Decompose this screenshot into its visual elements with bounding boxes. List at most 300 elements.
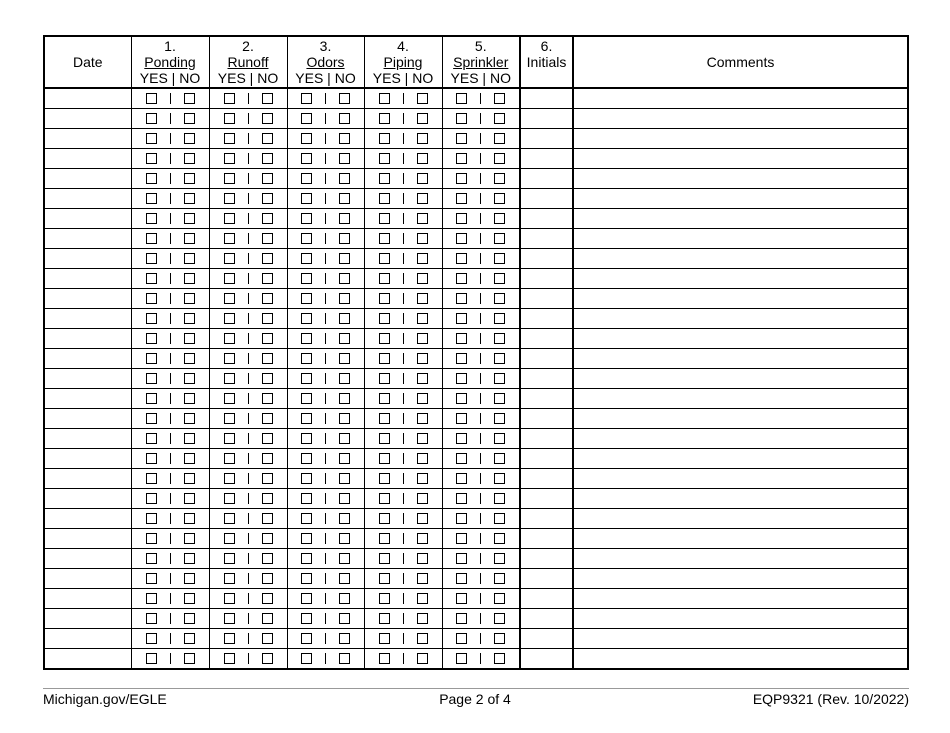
comments-cell[interactable] (573, 269, 908, 289)
sprinkler-yes-checkbox[interactable] (456, 133, 467, 144)
initials-cell[interactable] (520, 169, 573, 189)
initials-cell[interactable] (520, 589, 573, 609)
comments-cell[interactable] (573, 409, 908, 429)
ponding-yes-checkbox[interactable] (146, 133, 157, 144)
ponding-yes-checkbox[interactable] (146, 593, 157, 604)
ponding-yes-checkbox[interactable] (146, 553, 157, 564)
sprinkler-no-checkbox[interactable] (494, 493, 505, 504)
odors-yes-checkbox[interactable] (301, 313, 312, 324)
ponding-no-checkbox[interactable] (184, 633, 195, 644)
runoff-yes-checkbox[interactable] (224, 113, 235, 124)
odors-no-checkbox[interactable] (339, 153, 350, 164)
runoff-yes-checkbox[interactable] (224, 453, 235, 464)
runoff-yes-checkbox[interactable] (224, 133, 235, 144)
sprinkler-no-checkbox[interactable] (494, 313, 505, 324)
date-cell[interactable] (44, 189, 131, 209)
runoff-yes-checkbox[interactable] (224, 193, 235, 204)
odors-no-checkbox[interactable] (339, 93, 350, 104)
sprinkler-yes-checkbox[interactable] (456, 213, 467, 224)
piping-yes-checkbox[interactable] (379, 573, 390, 584)
ponding-no-checkbox[interactable] (184, 293, 195, 304)
ponding-no-checkbox[interactable] (184, 133, 195, 144)
odors-no-checkbox[interactable] (339, 193, 350, 204)
initials-cell[interactable] (520, 609, 573, 629)
initials-cell[interactable] (520, 329, 573, 349)
sprinkler-yes-checkbox[interactable] (456, 113, 467, 124)
piping-yes-checkbox[interactable] (379, 333, 390, 344)
odors-no-checkbox[interactable] (339, 273, 350, 284)
ponding-yes-checkbox[interactable] (146, 213, 157, 224)
sprinkler-yes-checkbox[interactable] (456, 573, 467, 584)
sprinkler-yes-checkbox[interactable] (456, 633, 467, 644)
odors-no-checkbox[interactable] (339, 493, 350, 504)
initials-cell[interactable] (520, 269, 573, 289)
odors-no-checkbox[interactable] (339, 553, 350, 564)
odors-no-checkbox[interactable] (339, 593, 350, 604)
sprinkler-yes-checkbox[interactable] (456, 613, 467, 624)
date-cell[interactable] (44, 609, 131, 629)
ponding-no-checkbox[interactable] (184, 233, 195, 244)
ponding-yes-checkbox[interactable] (146, 573, 157, 584)
odors-no-checkbox[interactable] (339, 293, 350, 304)
sprinkler-no-checkbox[interactable] (494, 93, 505, 104)
odors-yes-checkbox[interactable] (301, 233, 312, 244)
comments-cell[interactable] (573, 169, 908, 189)
sprinkler-no-checkbox[interactable] (494, 193, 505, 204)
comments-cell[interactable] (573, 529, 908, 549)
runoff-yes-checkbox[interactable] (224, 373, 235, 384)
sprinkler-yes-checkbox[interactable] (456, 653, 467, 664)
date-cell[interactable] (44, 249, 131, 269)
initials-cell[interactable] (520, 88, 573, 109)
runoff-yes-checkbox[interactable] (224, 293, 235, 304)
runoff-no-checkbox[interactable] (262, 593, 273, 604)
piping-no-checkbox[interactable] (417, 313, 428, 324)
piping-no-checkbox[interactable] (417, 373, 428, 384)
runoff-no-checkbox[interactable] (262, 273, 273, 284)
comments-cell[interactable] (573, 149, 908, 169)
runoff-no-checkbox[interactable] (262, 193, 273, 204)
initials-cell[interactable] (520, 389, 573, 409)
date-cell[interactable] (44, 149, 131, 169)
odors-yes-checkbox[interactable] (301, 653, 312, 664)
sprinkler-no-checkbox[interactable] (494, 573, 505, 584)
piping-yes-checkbox[interactable] (379, 113, 390, 124)
ponding-no-checkbox[interactable] (184, 533, 195, 544)
date-cell[interactable] (44, 629, 131, 649)
ponding-yes-checkbox[interactable] (146, 453, 157, 464)
runoff-no-checkbox[interactable] (262, 93, 273, 104)
ponding-yes-checkbox[interactable] (146, 333, 157, 344)
ponding-no-checkbox[interactable] (184, 333, 195, 344)
sprinkler-no-checkbox[interactable] (494, 113, 505, 124)
odors-no-checkbox[interactable] (339, 253, 350, 264)
sprinkler-no-checkbox[interactable] (494, 213, 505, 224)
runoff-yes-checkbox[interactable] (224, 213, 235, 224)
ponding-yes-checkbox[interactable] (146, 393, 157, 404)
sprinkler-yes-checkbox[interactable] (456, 473, 467, 484)
ponding-yes-checkbox[interactable] (146, 173, 157, 184)
piping-no-checkbox[interactable] (417, 333, 428, 344)
ponding-yes-checkbox[interactable] (146, 193, 157, 204)
date-cell[interactable] (44, 349, 131, 369)
sprinkler-yes-checkbox[interactable] (456, 493, 467, 504)
sprinkler-no-checkbox[interactable] (494, 133, 505, 144)
piping-yes-checkbox[interactable] (379, 133, 390, 144)
ponding-no-checkbox[interactable] (184, 493, 195, 504)
date-cell[interactable] (44, 549, 131, 569)
runoff-no-checkbox[interactable] (262, 353, 273, 364)
sprinkler-no-checkbox[interactable] (494, 593, 505, 604)
initials-cell[interactable] (520, 309, 573, 329)
odors-no-checkbox[interactable] (339, 213, 350, 224)
runoff-no-checkbox[interactable] (262, 613, 273, 624)
sprinkler-yes-checkbox[interactable] (456, 513, 467, 524)
odors-no-checkbox[interactable] (339, 113, 350, 124)
runoff-no-checkbox[interactable] (262, 153, 273, 164)
runoff-no-checkbox[interactable] (262, 413, 273, 424)
sprinkler-yes-checkbox[interactable] (456, 313, 467, 324)
date-cell[interactable] (44, 489, 131, 509)
date-cell[interactable] (44, 509, 131, 529)
piping-no-checkbox[interactable] (417, 413, 428, 424)
runoff-no-checkbox[interactable] (262, 393, 273, 404)
ponding-yes-checkbox[interactable] (146, 653, 157, 664)
sprinkler-no-checkbox[interactable] (494, 633, 505, 644)
piping-yes-checkbox[interactable] (379, 373, 390, 384)
initials-cell[interactable] (520, 149, 573, 169)
ponding-yes-checkbox[interactable] (146, 253, 157, 264)
sprinkler-no-checkbox[interactable] (494, 153, 505, 164)
sprinkler-no-checkbox[interactable] (494, 553, 505, 564)
runoff-yes-checkbox[interactable] (224, 93, 235, 104)
piping-no-checkbox[interactable] (417, 153, 428, 164)
odors-yes-checkbox[interactable] (301, 193, 312, 204)
runoff-yes-checkbox[interactable] (224, 173, 235, 184)
runoff-yes-checkbox[interactable] (224, 253, 235, 264)
odors-yes-checkbox[interactable] (301, 593, 312, 604)
sprinkler-no-checkbox[interactable] (494, 473, 505, 484)
piping-no-checkbox[interactable] (417, 193, 428, 204)
ponding-no-checkbox[interactable] (184, 93, 195, 104)
ponding-no-checkbox[interactable] (184, 453, 195, 464)
sprinkler-yes-checkbox[interactable] (456, 453, 467, 464)
sprinkler-no-checkbox[interactable] (494, 453, 505, 464)
date-cell[interactable] (44, 329, 131, 349)
comments-cell[interactable] (573, 109, 908, 129)
ponding-yes-checkbox[interactable] (146, 513, 157, 524)
odors-yes-checkbox[interactable] (301, 253, 312, 264)
date-cell[interactable] (44, 369, 131, 389)
ponding-no-checkbox[interactable] (184, 253, 195, 264)
runoff-no-checkbox[interactable] (262, 433, 273, 444)
runoff-no-checkbox[interactable] (262, 333, 273, 344)
runoff-yes-checkbox[interactable] (224, 153, 235, 164)
date-cell[interactable] (44, 209, 131, 229)
piping-no-checkbox[interactable] (417, 513, 428, 524)
comments-cell[interactable] (573, 609, 908, 629)
runoff-no-checkbox[interactable] (262, 253, 273, 264)
runoff-no-checkbox[interactable] (262, 233, 273, 244)
initials-cell[interactable] (520, 429, 573, 449)
piping-no-checkbox[interactable] (417, 233, 428, 244)
date-cell[interactable] (44, 569, 131, 589)
piping-yes-checkbox[interactable] (379, 433, 390, 444)
ponding-no-checkbox[interactable] (184, 113, 195, 124)
piping-no-checkbox[interactable] (417, 353, 428, 364)
ponding-no-checkbox[interactable] (184, 653, 195, 664)
ponding-no-checkbox[interactable] (184, 193, 195, 204)
piping-no-checkbox[interactable] (417, 133, 428, 144)
runoff-no-checkbox[interactable] (262, 173, 273, 184)
initials-cell[interactable] (520, 109, 573, 129)
ponding-no-checkbox[interactable] (184, 473, 195, 484)
ponding-yes-checkbox[interactable] (146, 533, 157, 544)
ponding-no-checkbox[interactable] (184, 353, 195, 364)
piping-yes-checkbox[interactable] (379, 653, 390, 664)
piping-yes-checkbox[interactable] (379, 353, 390, 364)
sprinkler-no-checkbox[interactable] (494, 333, 505, 344)
ponding-yes-checkbox[interactable] (146, 293, 157, 304)
ponding-yes-checkbox[interactable] (146, 433, 157, 444)
comments-cell[interactable] (573, 649, 908, 670)
runoff-yes-checkbox[interactable] (224, 273, 235, 284)
odors-yes-checkbox[interactable] (301, 373, 312, 384)
initials-cell[interactable] (520, 129, 573, 149)
odors-yes-checkbox[interactable] (301, 433, 312, 444)
ponding-yes-checkbox[interactable] (146, 373, 157, 384)
odors-yes-checkbox[interactable] (301, 153, 312, 164)
sprinkler-no-checkbox[interactable] (494, 373, 505, 384)
ponding-no-checkbox[interactable] (184, 213, 195, 224)
piping-no-checkbox[interactable] (417, 553, 428, 564)
piping-no-checkbox[interactable] (417, 613, 428, 624)
piping-no-checkbox[interactable] (417, 173, 428, 184)
comments-cell[interactable] (573, 469, 908, 489)
initials-cell[interactable] (520, 509, 573, 529)
odors-yes-checkbox[interactable] (301, 353, 312, 364)
initials-cell[interactable] (520, 489, 573, 509)
initials-cell[interactable] (520, 469, 573, 489)
runoff-no-checkbox[interactable] (262, 573, 273, 584)
odors-yes-checkbox[interactable] (301, 453, 312, 464)
date-cell[interactable] (44, 589, 131, 609)
piping-yes-checkbox[interactable] (379, 513, 390, 524)
odors-no-checkbox[interactable] (339, 453, 350, 464)
runoff-yes-checkbox[interactable] (224, 533, 235, 544)
sprinkler-yes-checkbox[interactable] (456, 293, 467, 304)
date-cell[interactable] (44, 529, 131, 549)
initials-cell[interactable] (520, 629, 573, 649)
odors-no-checkbox[interactable] (339, 353, 350, 364)
ponding-no-checkbox[interactable] (184, 513, 195, 524)
odors-no-checkbox[interactable] (339, 173, 350, 184)
runoff-yes-checkbox[interactable] (224, 413, 235, 424)
comments-cell[interactable] (573, 629, 908, 649)
initials-cell[interactable] (520, 289, 573, 309)
comments-cell[interactable] (573, 349, 908, 369)
date-cell[interactable] (44, 449, 131, 469)
sprinkler-yes-checkbox[interactable] (456, 273, 467, 284)
odors-no-checkbox[interactable] (339, 533, 350, 544)
ponding-yes-checkbox[interactable] (146, 113, 157, 124)
ponding-no-checkbox[interactable] (184, 593, 195, 604)
date-cell[interactable] (44, 469, 131, 489)
piping-no-checkbox[interactable] (417, 273, 428, 284)
ponding-yes-checkbox[interactable] (146, 613, 157, 624)
runoff-yes-checkbox[interactable] (224, 553, 235, 564)
runoff-no-checkbox[interactable] (262, 313, 273, 324)
ponding-no-checkbox[interactable] (184, 573, 195, 584)
odors-no-checkbox[interactable] (339, 133, 350, 144)
date-cell[interactable] (44, 649, 131, 670)
ponding-no-checkbox[interactable] (184, 413, 195, 424)
sprinkler-yes-checkbox[interactable] (456, 173, 467, 184)
comments-cell[interactable] (573, 209, 908, 229)
odors-yes-checkbox[interactable] (301, 333, 312, 344)
ponding-yes-checkbox[interactable] (146, 273, 157, 284)
piping-no-checkbox[interactable] (417, 453, 428, 464)
piping-yes-checkbox[interactable] (379, 493, 390, 504)
runoff-no-checkbox[interactable] (262, 533, 273, 544)
runoff-yes-checkbox[interactable] (224, 473, 235, 484)
initials-cell[interactable] (520, 209, 573, 229)
runoff-yes-checkbox[interactable] (224, 573, 235, 584)
runoff-yes-checkbox[interactable] (224, 353, 235, 364)
comments-cell[interactable] (573, 129, 908, 149)
runoff-yes-checkbox[interactable] (224, 593, 235, 604)
ponding-no-checkbox[interactable] (184, 173, 195, 184)
piping-no-checkbox[interactable] (417, 493, 428, 504)
sprinkler-no-checkbox[interactable] (494, 173, 505, 184)
odors-no-checkbox[interactable] (339, 313, 350, 324)
comments-cell[interactable] (573, 449, 908, 469)
ponding-no-checkbox[interactable] (184, 433, 195, 444)
piping-yes-checkbox[interactable] (379, 413, 390, 424)
initials-cell[interactable] (520, 229, 573, 249)
piping-yes-checkbox[interactable] (379, 193, 390, 204)
comments-cell[interactable] (573, 369, 908, 389)
odors-yes-checkbox[interactable] (301, 113, 312, 124)
sprinkler-yes-checkbox[interactable] (456, 413, 467, 424)
ponding-yes-checkbox[interactable] (146, 93, 157, 104)
ponding-yes-checkbox[interactable] (146, 493, 157, 504)
comments-cell[interactable] (573, 549, 908, 569)
odors-yes-checkbox[interactable] (301, 213, 312, 224)
sprinkler-no-checkbox[interactable] (494, 293, 505, 304)
date-cell[interactable] (44, 169, 131, 189)
piping-no-checkbox[interactable] (417, 573, 428, 584)
odors-yes-checkbox[interactable] (301, 393, 312, 404)
piping-no-checkbox[interactable] (417, 473, 428, 484)
runoff-yes-checkbox[interactable] (224, 493, 235, 504)
ponding-no-checkbox[interactable] (184, 553, 195, 564)
piping-yes-checkbox[interactable] (379, 253, 390, 264)
piping-no-checkbox[interactable] (417, 653, 428, 664)
comments-cell[interactable] (573, 429, 908, 449)
runoff-no-checkbox[interactable] (262, 113, 273, 124)
runoff-no-checkbox[interactable] (262, 473, 273, 484)
sprinkler-yes-checkbox[interactable] (456, 533, 467, 544)
odors-no-checkbox[interactable] (339, 333, 350, 344)
odors-yes-checkbox[interactable] (301, 533, 312, 544)
ponding-yes-checkbox[interactable] (146, 233, 157, 244)
comments-cell[interactable] (573, 589, 908, 609)
piping-no-checkbox[interactable] (417, 533, 428, 544)
sprinkler-no-checkbox[interactable] (494, 533, 505, 544)
comments-cell[interactable] (573, 569, 908, 589)
initials-cell[interactable] (520, 529, 573, 549)
initials-cell[interactable] (520, 649, 573, 670)
odors-yes-checkbox[interactable] (301, 93, 312, 104)
sprinkler-yes-checkbox[interactable] (456, 373, 467, 384)
sprinkler-no-checkbox[interactable] (494, 413, 505, 424)
sprinkler-yes-checkbox[interactable] (456, 333, 467, 344)
piping-no-checkbox[interactable] (417, 93, 428, 104)
comments-cell[interactable] (573, 189, 908, 209)
piping-yes-checkbox[interactable] (379, 153, 390, 164)
initials-cell[interactable] (520, 369, 573, 389)
odors-no-checkbox[interactable] (339, 513, 350, 524)
ponding-no-checkbox[interactable] (184, 153, 195, 164)
piping-yes-checkbox[interactable] (379, 453, 390, 464)
ponding-yes-checkbox[interactable] (146, 473, 157, 484)
comments-cell[interactable] (573, 229, 908, 249)
runoff-yes-checkbox[interactable] (224, 513, 235, 524)
sprinkler-no-checkbox[interactable] (494, 353, 505, 364)
odors-no-checkbox[interactable] (339, 233, 350, 244)
piping-no-checkbox[interactable] (417, 393, 428, 404)
piping-no-checkbox[interactable] (417, 293, 428, 304)
piping-yes-checkbox[interactable] (379, 93, 390, 104)
date-cell[interactable] (44, 88, 131, 109)
piping-yes-checkbox[interactable] (379, 533, 390, 544)
initials-cell[interactable] (520, 189, 573, 209)
ponding-yes-checkbox[interactable] (146, 313, 157, 324)
sprinkler-no-checkbox[interactable] (494, 273, 505, 284)
runoff-yes-checkbox[interactable] (224, 313, 235, 324)
sprinkler-yes-checkbox[interactable] (456, 253, 467, 264)
odors-no-checkbox[interactable] (339, 633, 350, 644)
runoff-yes-checkbox[interactable] (224, 433, 235, 444)
piping-yes-checkbox[interactable] (379, 213, 390, 224)
odors-no-checkbox[interactable] (339, 393, 350, 404)
comments-cell[interactable] (573, 489, 908, 509)
date-cell[interactable] (44, 309, 131, 329)
piping-yes-checkbox[interactable] (379, 633, 390, 644)
initials-cell[interactable] (520, 569, 573, 589)
runoff-yes-checkbox[interactable] (224, 633, 235, 644)
odors-yes-checkbox[interactable] (301, 553, 312, 564)
ponding-no-checkbox[interactable] (184, 373, 195, 384)
initials-cell[interactable] (520, 249, 573, 269)
sprinkler-yes-checkbox[interactable] (456, 153, 467, 164)
piping-no-checkbox[interactable] (417, 433, 428, 444)
odors-yes-checkbox[interactable] (301, 473, 312, 484)
odors-yes-checkbox[interactable] (301, 493, 312, 504)
odors-no-checkbox[interactable] (339, 373, 350, 384)
piping-yes-checkbox[interactable] (379, 293, 390, 304)
piping-yes-checkbox[interactable] (379, 553, 390, 564)
ponding-yes-checkbox[interactable] (146, 153, 157, 164)
sprinkler-yes-checkbox[interactable] (456, 93, 467, 104)
odors-yes-checkbox[interactable] (301, 133, 312, 144)
odors-no-checkbox[interactable] (339, 613, 350, 624)
comments-cell[interactable] (573, 88, 908, 109)
piping-no-checkbox[interactable] (417, 253, 428, 264)
date-cell[interactable] (44, 129, 131, 149)
date-cell[interactable] (44, 409, 131, 429)
